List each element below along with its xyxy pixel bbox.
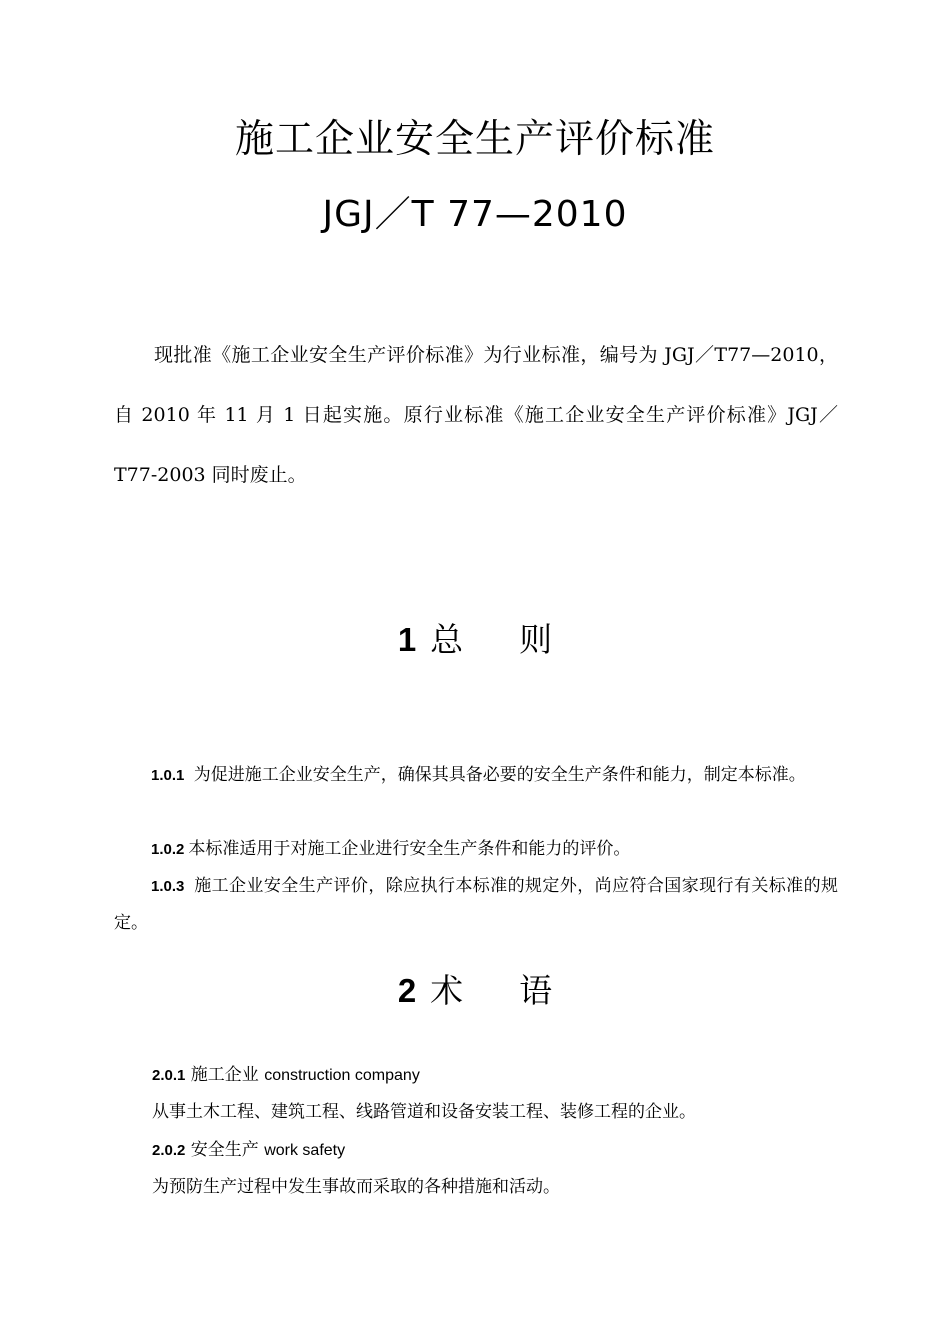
standard-code: JGJ／T 77—2010 xyxy=(322,194,628,235)
chapter-title-part: 则 xyxy=(519,620,553,659)
chapter-1-heading xyxy=(0,614,950,661)
term-zh: 安全生产 xyxy=(190,1140,259,1160)
chapter-number: 1 xyxy=(397,621,417,658)
term-en: construction company xyxy=(264,1067,420,1084)
document-title: 施工企业安全生产评价标准 xyxy=(234,117,715,162)
chapter-title-part: 术 xyxy=(430,971,464,1010)
term-number: 2.0.1 xyxy=(152,1067,186,1084)
term-en: work safety xyxy=(264,1142,346,1159)
clause-text: 本标准适用于对施工企业进行安全生产条件和能力的评价。 xyxy=(188,839,631,859)
clause-1-0-1 xyxy=(114,757,838,794)
term-2-0-2 xyxy=(152,1132,345,1169)
term-definition: 为预防生产过程中发生事故而采取的各种措施和活动。 xyxy=(152,1177,560,1197)
clause-1-0-2 xyxy=(114,831,838,868)
chapter-number: 2 xyxy=(397,972,417,1009)
chapter-title-part: 语 xyxy=(519,971,553,1010)
clause-text: 施工企业安全生产评价，除应执行本标准的规定外，尚应符合国家现行有关标准的规定。 xyxy=(114,876,839,933)
approval-text: 现批准《施工企业安全生产评价标准》为行业标准，编号为 JGJ／T77—2010，自 2010 年 11 月 1 日起实施。原行业标准《施工企业安全生产评价标准》JGJ／T77-2003 同时废止。 xyxy=(114,344,838,486)
term-number: 2.0.2 xyxy=(152,1142,186,1159)
term-zh: 施工企业 xyxy=(190,1065,259,1085)
clause-number: 1.0.2 xyxy=(151,841,185,858)
clause-1-0-3 xyxy=(114,868,838,942)
term-definition: 从事土木工程、建筑工程、线路管道和设备安装工程、装修工程的企业。 xyxy=(152,1102,696,1122)
clause-number: 1.0.1 xyxy=(151,767,185,784)
term-2-0-1 xyxy=(152,1057,420,1094)
clause-number: 1.0.3 xyxy=(151,878,185,895)
clause-text: 为促进施工企业安全生产，确保其具备必要的安全生产条件和能力，制定本标准。 xyxy=(193,765,806,785)
approval-paragraph xyxy=(114,325,838,505)
chapter-2-heading xyxy=(0,965,950,1012)
chapter-title-part: 总 xyxy=(430,620,464,659)
